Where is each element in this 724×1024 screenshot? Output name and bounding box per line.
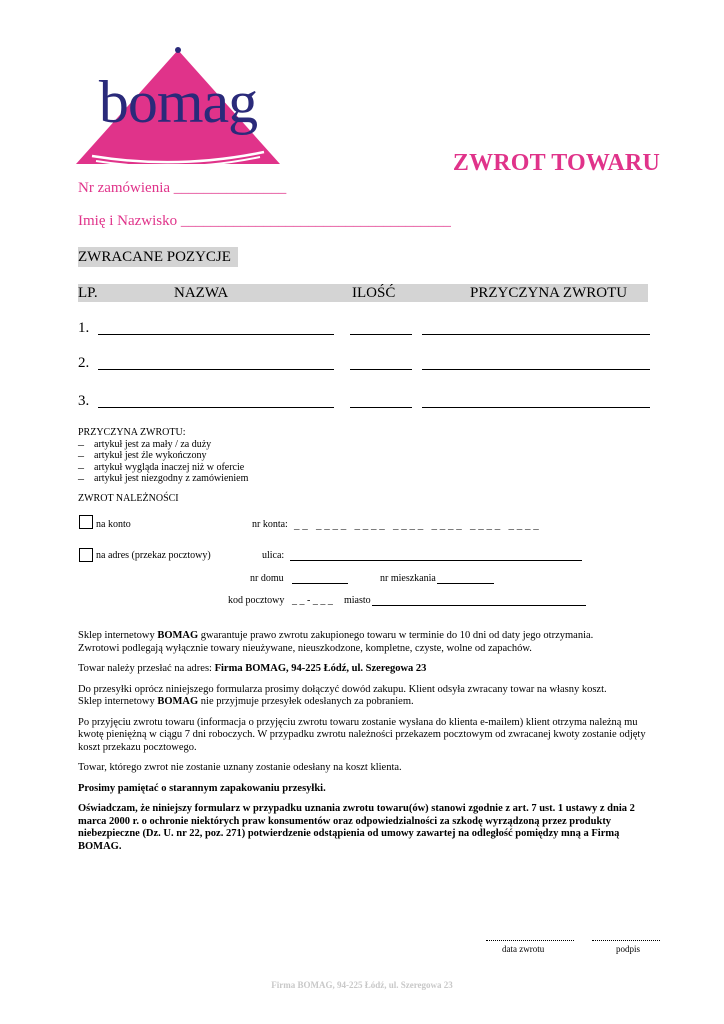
terms-paragraph: Do przesyłki oprócz niniejszego formularza prosimy dołączyć dowód zakupu. Klient odsyła zwracany towar na własny koszt. Sklep internetowy BOMAG nie przyjmuje przesyłek odesłanych za pobraniem. bbox=[78, 683, 607, 707]
signature-line[interactable] bbox=[592, 939, 660, 941]
address-option-label: na adres (przekaz pocztowy) bbox=[96, 550, 211, 561]
order-number-line: _______________ bbox=[173, 180, 287, 196]
account-number-label: nr konta: bbox=[252, 519, 288, 530]
logo-text: bomag bbox=[98, 69, 258, 135]
apartment-field[interactable] bbox=[437, 569, 494, 584]
house-number-field[interactable] bbox=[292, 569, 348, 584]
row-quantity-field[interactable] bbox=[350, 320, 412, 335]
address-checkbox[interactable] bbox=[79, 548, 93, 562]
table-row bbox=[78, 355, 658, 377]
row-name-field[interactable] bbox=[98, 320, 334, 335]
account-number-field[interactable]: _ _ _ _ _ _ _ _ _ _ _ _ _ _ _ _ _ _ _ _ _ _ _ _ _ _ bbox=[294, 519, 539, 531]
row-quantity-field[interactable] bbox=[350, 355, 412, 370]
table-header bbox=[78, 284, 648, 302]
postal-code-label: kod pocztowy bbox=[228, 595, 285, 606]
apartment-label: nr mieszkania bbox=[380, 573, 436, 584]
postal-code-field[interactable]: _ _ - _ _ _ bbox=[292, 595, 333, 606]
full-name-line: ____________________________________ bbox=[180, 213, 451, 229]
order-number-field[interactable] bbox=[78, 180, 286, 197]
reason-item: – artykuł jest niezgodny z zamówieniem bbox=[78, 473, 248, 485]
bomag-logo bbox=[72, 44, 284, 172]
row-reason-field[interactable] bbox=[422, 355, 650, 370]
account-option-label: na konto bbox=[96, 519, 131, 530]
logo-triangle-icon bbox=[72, 44, 284, 172]
full-name-label: Imię i Nazwisko bbox=[78, 213, 178, 229]
row-name-field[interactable] bbox=[98, 393, 334, 408]
terms-paragraph: Sklep internetowy BOMAG gwarantuje prawo zwrotu zakupionego towaru w terminie do 10 dni od daty jego otrzymania. Zwrotowi podlegają wyłącznie towary nieużywane, nieuszkodzone, kompletne, czyste, wolne od zapachów. bbox=[78, 630, 594, 654]
street-label: ulica: bbox=[262, 550, 285, 561]
col-quantity: ILOŚĆ bbox=[352, 285, 396, 301]
row-number: 2. bbox=[78, 355, 90, 371]
reason-item: – artykuł jest za mały / za duży bbox=[78, 439, 248, 451]
city-field[interactable] bbox=[372, 591, 586, 606]
house-number-label: nr domu bbox=[250, 573, 284, 584]
terms-paragraph: Towar, którego zwrot nie zostanie uznany zostanie odesłany na koszt klienta. bbox=[78, 762, 402, 773]
row-quantity-field[interactable] bbox=[350, 393, 412, 408]
signature-label: podpis bbox=[616, 944, 641, 954]
reasons-heading: PRZYCZYNA ZWROTU: bbox=[78, 427, 186, 438]
terms-paragraph: Towar należy przesłać na adres: Firma BOMAG, 94-225 Łódź, ul. Szeregowa 23 bbox=[78, 663, 427, 674]
street-field[interactable] bbox=[290, 546, 582, 561]
order-number-label: Nr zamówienia bbox=[78, 180, 171, 196]
footer-address: Firma BOMAG, 94-225 Łódź, ul. Szeregowa 23 bbox=[271, 980, 453, 990]
refund-heading: ZWROT NALEŻNOŚCI bbox=[78, 493, 179, 504]
reason-item: – artykuł jest źle wykończony bbox=[78, 450, 248, 462]
declaration-paragraph: Oświadczam, że niniejszy formularz w przypadku uznania zwrotu towaru(ów) stanowi zgodnie z art. 7 ust. 1 ustawy z dnia 2 marca 2000 r. o ochronie niektórych praw konsumentów oraz odpowiedzialności za szkodę wyrządzoną przez produkty niebezpieczne (Dz. U. nr 22, poz. 271) potwierdzenie odstąpienia od umowy zawartej na odległość pomiędzy mną a Firmą BOMAG. bbox=[78, 803, 635, 852]
section-title: ZWRACANE POZYCJE bbox=[78, 247, 238, 267]
col-lp: LP. bbox=[78, 285, 98, 301]
account-checkbox[interactable] bbox=[79, 515, 93, 529]
col-name: NAZWA bbox=[174, 285, 229, 301]
row-reason-field[interactable] bbox=[422, 320, 650, 335]
row-number: 1. bbox=[78, 320, 90, 336]
terms-text bbox=[78, 630, 663, 861]
date-signature-line[interactable] bbox=[486, 939, 574, 941]
terms-paragraph: Prosimy pamiętać o starannym zapakowaniu przesyłki. bbox=[78, 782, 326, 794]
date-label: data zwrotu bbox=[502, 944, 545, 954]
city-label: miasto bbox=[344, 595, 371, 606]
col-reason: PRZYCZYNA ZWROTU bbox=[470, 285, 628, 301]
row-reason-field[interactable] bbox=[422, 393, 650, 408]
return-reasons bbox=[78, 427, 248, 485]
table-row bbox=[78, 393, 658, 415]
reason-item: – artykuł wygląda inaczej niż w ofercie bbox=[78, 462, 248, 474]
terms-paragraph: Po przyjęciu zwrotu towaru (informacja o przyjęciu zwrotu towaru zostanie wysłana do klienta e-mailem) klient otrzyma należną mu kwotę pieniężną w ciągu 7 dni roboczych. W przypadku zwrotu należności przekazem pocztowym od zwracanej kwoty zostanie odjęty koszt przekazu pocztowego. bbox=[78, 716, 646, 753]
row-number: 3. bbox=[78, 393, 90, 409]
full-name-field[interactable] bbox=[78, 213, 451, 230]
document-title: ZWROT TOWARU bbox=[452, 150, 660, 176]
row-name-field[interactable] bbox=[98, 355, 334, 370]
table-row bbox=[78, 320, 658, 342]
